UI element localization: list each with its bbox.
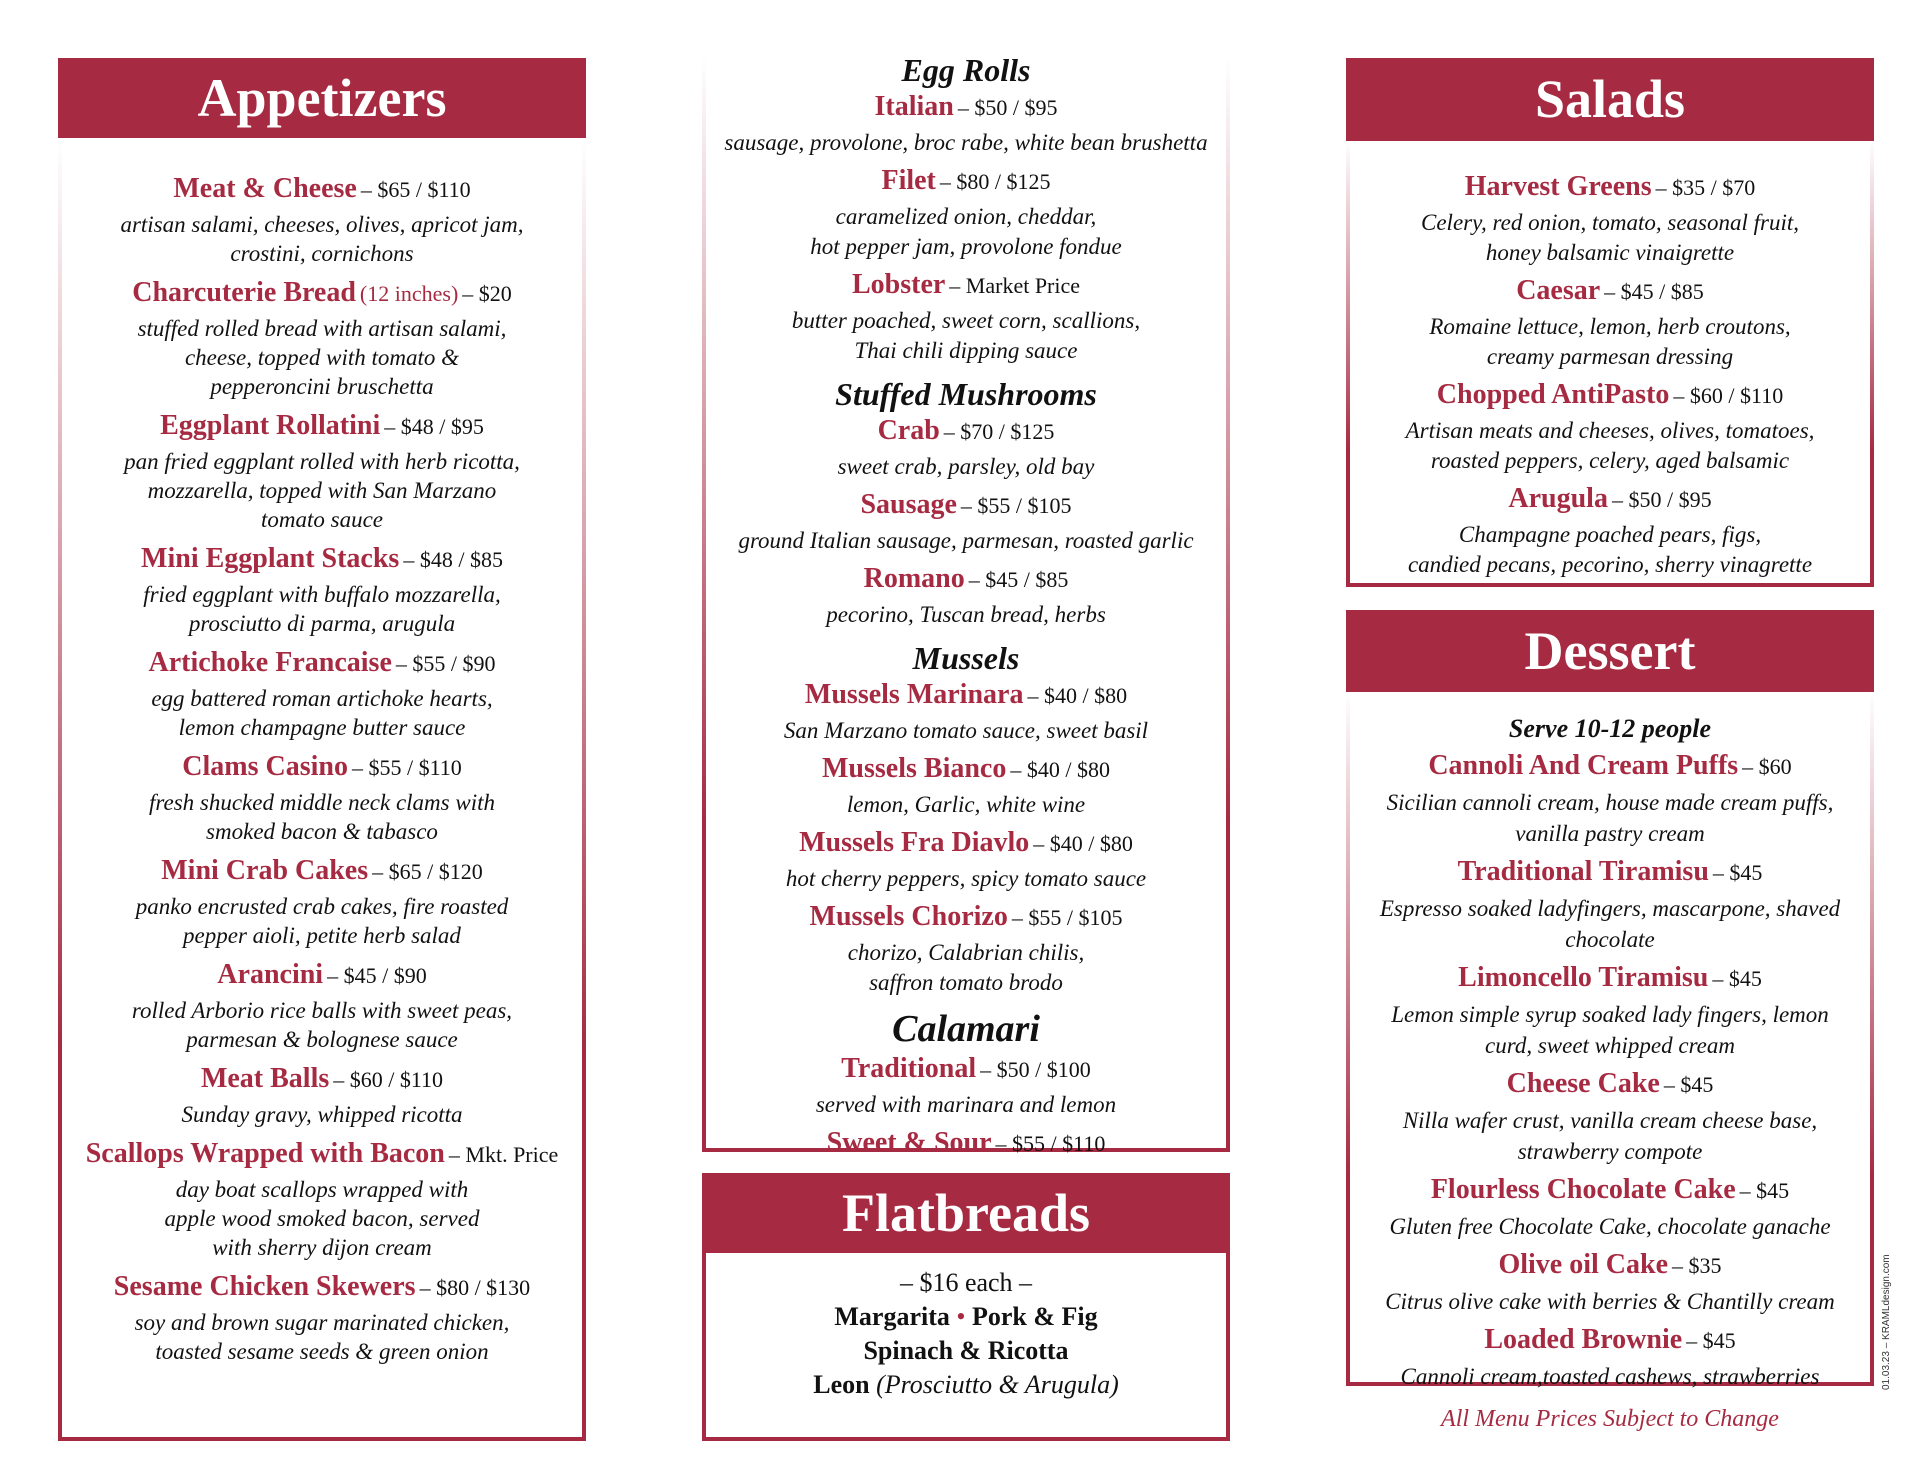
salads-title: Salads xyxy=(1534,69,1686,129)
dessert-list xyxy=(1356,713,1864,1392)
dessert-title: Dessert xyxy=(1524,621,1696,681)
menu-item-name: Meat & Cheese xyxy=(173,173,357,204)
flatbreads-row-3 xyxy=(706,1368,1226,1402)
menu-item-description: Espresso soaked ladyfingers, mascarpone, shaved xyxy=(1379,896,1841,921)
menu-item-description: Celery, red onion, tomato, seasonal fruit, xyxy=(1421,210,1799,235)
menu-item-price: – Mkt. Price xyxy=(448,1142,559,1167)
menu-item xyxy=(712,752,1220,820)
menu-item xyxy=(712,562,1220,630)
menu-item-name: Cheese Cake xyxy=(1506,1068,1660,1099)
menu-item-description: day boat scallops wrapped with xyxy=(175,1177,469,1202)
menu-item-heading xyxy=(1356,274,1864,312)
menu-item-heading xyxy=(70,1137,574,1175)
menu-item-description: served with marinara and lemon xyxy=(815,1092,1117,1117)
menu-item-description: parmesan & bolognese sauce xyxy=(186,1027,458,1052)
menu-item-price: – $20 xyxy=(462,281,512,306)
menu-item-price: – $55 / $105 xyxy=(1011,905,1123,930)
menu-item-price: – $50 / $95 xyxy=(957,95,1058,120)
menu-item-name: Harvest Greens xyxy=(1464,171,1652,202)
salads-list xyxy=(1356,170,1864,580)
flatbread-leon: Leon xyxy=(813,1370,870,1399)
menu-item-description: butter poached, sweet corn, scallions, xyxy=(791,308,1141,333)
menu-item-heading xyxy=(712,900,1220,938)
menu-item-heading xyxy=(1356,855,1864,893)
menu-item-name: Scallops Wrapped with Bacon xyxy=(85,1138,445,1169)
menu-item-price: – $60 / $110 xyxy=(333,1067,444,1092)
menu-item-price: – $48 / $85 xyxy=(403,547,503,572)
flatbreads-row-1 xyxy=(706,1300,1226,1334)
menu-item-heading xyxy=(712,1052,1220,1090)
menu-item-price: – $45 / $85 xyxy=(1604,279,1704,304)
menu-item-heading xyxy=(712,488,1220,526)
menu-item-description: panko encrusted crab cakes, fire roasted xyxy=(135,894,509,919)
menu-item xyxy=(712,1126,1220,1164)
menu-item-name: Traditional xyxy=(841,1053,977,1084)
dessert-serves: Serve 10-12 people xyxy=(1508,714,1712,743)
menu-item-description: curd, sweet whipped cream xyxy=(1485,1033,1735,1058)
menu-item-price: – $65 / $110 xyxy=(360,177,471,202)
menu-item-description: Citrus olive cake with berries & Chantilly cream xyxy=(1385,1289,1835,1314)
menu-item-heading xyxy=(1356,961,1864,999)
menu-item-name: Romano xyxy=(863,563,965,594)
subsection-title: Calamari xyxy=(892,1008,1040,1050)
menu-item-description: crostini, cornichons xyxy=(230,241,414,266)
menu-item-name: Clams Casino xyxy=(182,751,348,782)
menu-item-heading xyxy=(1356,1323,1864,1361)
flatbreads-price: – $16 each – xyxy=(899,1268,1033,1297)
menu-item-description: Champagne poached pears, figs, xyxy=(1458,522,1762,547)
menu-item xyxy=(712,164,1220,262)
menu-item xyxy=(70,1062,574,1129)
menu-item xyxy=(1356,170,1864,268)
menu-item xyxy=(712,826,1220,894)
menu-item-heading xyxy=(70,646,574,684)
menu-item-name: Artichoke Francaise xyxy=(148,647,392,678)
menu-item-name: Cannoli And Cream Puffs xyxy=(1428,750,1739,781)
menu-item-price: – $48 / $95 xyxy=(384,414,484,439)
menu-item-name: Italian xyxy=(874,91,954,122)
menu-item-description: fried eggplant with buffalo mozzarella, xyxy=(143,582,501,607)
dessert-banner xyxy=(1346,610,1874,692)
flatbreads-title: Flatbreads xyxy=(841,1183,1090,1243)
menu-item-name: Lobster xyxy=(851,269,946,300)
menu-item-description: artisan salami, cheeses, olives, apricot jam, xyxy=(120,212,524,237)
menu-item xyxy=(70,646,574,742)
menu-item xyxy=(1356,274,1864,372)
menu-item-heading xyxy=(70,958,574,996)
menu-item-price: – $35 xyxy=(1672,1253,1722,1278)
menu-item-name: Traditional Tiramisu xyxy=(1457,856,1709,887)
menu-item-heading xyxy=(712,90,1220,128)
menu-item-description: pecorino, Tuscan bread, herbs xyxy=(826,602,1106,627)
menu-item-name: Mussels Marinara xyxy=(804,679,1024,710)
menu-item xyxy=(712,268,1220,366)
menu-item-description: Cannoli cream,toasted cashews, strawberries xyxy=(1400,1364,1820,1389)
menu-item-price: – $55 / $105 xyxy=(960,493,1072,518)
flatbread-pork-fig: Pork & Fig xyxy=(971,1302,1098,1331)
menu-item-price: – $50 / $95 xyxy=(1611,487,1712,512)
menu-item-description: sausage, provolone, broc rabe, white bean brushetta xyxy=(724,130,1208,155)
menu-item-heading xyxy=(70,409,574,447)
menu-item-price: – $55 / $110 xyxy=(351,755,462,780)
menu-item-heading xyxy=(712,1126,1220,1164)
menu-item-description: Artisan meats and cheeses, olives, tomatoes, xyxy=(1405,418,1815,443)
menu-item-description: chocolate xyxy=(1565,927,1655,952)
salads-banner xyxy=(1346,58,1874,141)
menu-item-price: – $40 / $80 xyxy=(1010,757,1110,782)
menu-item-description: creamy parmesan dressing xyxy=(1486,344,1734,369)
menu-item-price: – $80 / $125 xyxy=(939,169,1051,194)
subsection-title: Stuffed Mushrooms xyxy=(835,376,1097,412)
menu-item-name: Sweet & Sour xyxy=(826,1127,992,1158)
menu-item-heading xyxy=(1356,1248,1864,1286)
menu-item xyxy=(70,750,574,846)
menu-item-description: rolled Arborio rice balls with sweet peas, xyxy=(131,998,513,1023)
menu-item-description: chorizo, Calabrian chilis, xyxy=(847,940,1085,965)
menu-item xyxy=(712,678,1220,746)
menu-item-description: cheese, topped with tomato & xyxy=(184,345,460,370)
menu-item-name: Loaded Brownie xyxy=(1484,1324,1683,1355)
menu-item xyxy=(70,276,574,401)
menu-item-description: strawberry compote xyxy=(1517,1139,1703,1164)
menu-item-name: Eggplant Rollatini xyxy=(160,410,381,441)
menu-item-name: Meat Balls xyxy=(200,1063,330,1094)
menu-item-description: Nilla wafer crust, vanilla cream cheese base, xyxy=(1402,1108,1818,1133)
menu-item xyxy=(70,1137,574,1262)
menu-item-description: ground Italian sausage, parmesan, roasted garlic xyxy=(738,528,1194,553)
middle-list xyxy=(712,50,1220,1164)
menu-item-description: saffron tomato brodo xyxy=(869,970,1063,995)
menu-item xyxy=(712,488,1220,556)
menu-item-heading xyxy=(70,542,574,580)
menu-item-name: Crab xyxy=(877,415,940,446)
menu-item-description: tomato sauce xyxy=(260,507,383,532)
menu-item-name: Sesame Chicken Skewers xyxy=(113,1271,416,1302)
menu-item-price: – $65 / $120 xyxy=(372,859,483,884)
menu-item-description: apple wood smoked bacon, served xyxy=(164,1206,480,1231)
menu-item-price: – $40 / $80 xyxy=(1027,683,1128,708)
menu-item-price: – $70 / $125 xyxy=(943,419,1055,444)
menu-item xyxy=(70,542,574,638)
menu-item-price: – $45 / $85 xyxy=(968,567,1069,592)
menu-item-heading xyxy=(70,276,574,314)
flatbread-leon-note: (Prosciutto & Arugula) xyxy=(876,1370,1119,1399)
menu-item-price: – $35 / $70 xyxy=(1655,175,1756,200)
menu-item-name: Mussels Chorizo xyxy=(809,901,1008,932)
menu-item-heading xyxy=(1356,749,1864,787)
menu-item-heading xyxy=(70,172,574,210)
menu-item-price: – $60 xyxy=(1742,754,1792,779)
menu-item-heading xyxy=(70,1062,574,1100)
menu-item-size-note: (12 inches) xyxy=(359,281,459,306)
menu-item-description: prosciutto di parma, arugula xyxy=(188,611,456,636)
menu-item-name: Sausage xyxy=(860,489,957,520)
menu-item-price: – $55 / $90 xyxy=(395,651,496,676)
menu-item xyxy=(70,958,574,1054)
menu-item-name: Mussels Bianco xyxy=(822,753,1007,784)
menu-item-description: fresh shucked middle neck clams with xyxy=(149,790,495,815)
menu-item-heading xyxy=(712,164,1220,202)
subsection-title: Egg Rolls xyxy=(901,52,1031,88)
menu-item xyxy=(712,414,1220,482)
menu-item-description: lemon, Garlic, white wine xyxy=(846,792,1086,817)
menu-item xyxy=(1356,1173,1864,1242)
menu-item xyxy=(70,409,574,534)
menu-item-description: pan fried eggplant rolled with herb ricotta, xyxy=(124,449,520,474)
design-credit: 01.03.23 – KRAMLdesign.com xyxy=(1881,1254,1892,1390)
menu-item-name: Mussels Fra Diavlo xyxy=(799,827,1030,858)
menu-item-description: Lemon simple syrup soaked lady fingers, lemon xyxy=(1391,1002,1829,1027)
menu-item-description: mozzarella, topped with San Marzano xyxy=(147,478,497,503)
menu-item-price: – Market Price xyxy=(949,273,1081,298)
menu-item-heading xyxy=(712,268,1220,306)
menu-item-name: Olive oil Cake xyxy=(1498,1249,1669,1280)
menu-item-description: stuffed rolled bread with artisan salami, xyxy=(137,316,507,341)
menu-item-price: – $60 / $110 xyxy=(1673,383,1784,408)
menu-item xyxy=(1356,961,1864,1061)
menu-item-price: – $55 / $110 xyxy=(995,1131,1106,1156)
menu-item-name: Filet xyxy=(881,165,936,196)
menu-item-heading xyxy=(712,562,1220,600)
menu-item-name: Mini Crab Cakes xyxy=(161,855,369,886)
flatbreads-list xyxy=(706,1266,1226,1402)
menu-item-heading xyxy=(1356,378,1864,416)
menu-item-heading xyxy=(1356,1173,1864,1211)
menu-item xyxy=(1356,1323,1864,1392)
menu-item-description: hot pepper jam, provolone fondue xyxy=(810,234,1122,259)
menu-item xyxy=(712,900,1220,998)
menu-item-name: Arugula xyxy=(1508,483,1608,514)
menu-item-price: – $80 / $130 xyxy=(419,1275,531,1300)
bullet-separator: • xyxy=(956,1302,966,1331)
menu-item-description: honey balsamic vinaigrette xyxy=(1485,240,1735,265)
menu-item xyxy=(1356,378,1864,476)
menu-item-heading xyxy=(712,752,1220,790)
menu-item-name: Charcuterie Bread xyxy=(132,277,356,308)
menu-item-description: San Marzano tomato sauce, sweet basil xyxy=(783,718,1149,743)
menu-item-price: – $45 xyxy=(1663,1072,1714,1097)
menu-item-description: candied pecans, pecorino, sherry vinagrette xyxy=(1407,552,1813,577)
menu-item xyxy=(712,1052,1220,1120)
menu-item-description: Romaine lettuce, lemon, herb croutons, xyxy=(1429,314,1791,339)
menu-item-description: egg battered roman artichoke hearts, xyxy=(151,686,493,711)
menu-item xyxy=(70,1270,574,1366)
menu-item-price: – $45 xyxy=(1686,1328,1736,1353)
menu-item-description: Thai chili dipping sauce xyxy=(854,338,1078,363)
menu-item-description: smoked bacon & tabasco xyxy=(206,819,438,844)
menu-item-heading xyxy=(1356,1067,1864,1105)
menu-item-name: Caesar xyxy=(1516,275,1601,306)
menu-item-name: Mini Eggplant Stacks xyxy=(141,543,400,574)
menu-item-description: roasted peppers, celery, aged balsamic xyxy=(1430,448,1790,473)
menu-item-description: Gluten free Chocolate Cake, chocolate ganache xyxy=(1389,1214,1831,1239)
flatbread-spinach-ricotta: Spinach & Ricotta xyxy=(863,1336,1069,1365)
menu-item-name: Flourless Chocolate Cake xyxy=(1430,1174,1736,1205)
menu-item-heading xyxy=(712,826,1220,864)
menu-item-heading xyxy=(70,750,574,788)
menu-item xyxy=(1356,1248,1864,1317)
menu-item-description: Sicilian cannoli cream, house made cream puffs, xyxy=(1386,790,1834,815)
menu-item xyxy=(70,854,574,950)
menu-item-description: vanilla pastry cream xyxy=(1515,821,1705,846)
menu-item-description: pepperoncini bruschetta xyxy=(210,374,434,399)
menu-item-name: Arancini xyxy=(217,959,324,990)
menu-item-heading xyxy=(70,854,574,892)
menu-item xyxy=(1356,482,1864,580)
menu-item xyxy=(712,90,1220,158)
menu-item-heading xyxy=(712,414,1220,452)
menu-item-price: – $45 xyxy=(1739,1178,1790,1203)
menu-item-description: sweet crab, parsley, old bay xyxy=(837,454,1095,479)
prices-note: All Menu Prices Subject to Change xyxy=(1441,1406,1779,1432)
appetizers-list xyxy=(70,172,574,1366)
menu-item xyxy=(1356,1067,1864,1167)
menu-item-description: lemon champagne butter sauce xyxy=(178,715,466,740)
menu-item-description: with sherry dijon cream xyxy=(212,1235,432,1260)
menu-item-name: Limoncello Tiramisu xyxy=(1458,962,1709,993)
menu-item-description: pepper aioli, petite herb salad xyxy=(183,923,461,948)
menu-item xyxy=(1356,749,1864,849)
menu-item-description: toasted sesame seeds & green onion xyxy=(155,1339,489,1364)
subsection-title: Mussels xyxy=(912,640,1020,676)
menu-item-description: soy and brown sugar marinated chicken, xyxy=(134,1310,510,1335)
menu-item-description: caramelized onion, cheddar, xyxy=(835,204,1097,229)
dessert-items xyxy=(1356,749,1864,1392)
flatbread-margarita: Margarita xyxy=(834,1302,950,1331)
menu-item-heading xyxy=(1356,482,1864,520)
appetizers-title: Appetizers xyxy=(197,68,447,128)
menu-item-description: Sunday gravy, whipped ricotta xyxy=(181,1102,463,1127)
menu-item-price: – $45 / $90 xyxy=(327,963,427,988)
menu-item xyxy=(70,172,574,268)
menu-item xyxy=(1356,855,1864,955)
menu-item-description: hot cherry peppers, spicy tomato sauce xyxy=(785,866,1147,891)
appetizers-banner xyxy=(58,58,586,138)
menu-item-heading xyxy=(1356,170,1864,208)
menu-item-heading xyxy=(712,678,1220,716)
menu-item-price: – $50 / $100 xyxy=(980,1057,1091,1082)
menu-item-heading xyxy=(70,1270,574,1308)
menu-item-price: – $45 xyxy=(1712,966,1762,991)
flatbreads-banner xyxy=(702,1173,1230,1253)
menu-item-price: – $40 / $80 xyxy=(1033,831,1133,856)
menu-item-name: Chopped AntiPasto xyxy=(1436,379,1670,410)
menu-item-price: – $45 xyxy=(1712,860,1763,885)
